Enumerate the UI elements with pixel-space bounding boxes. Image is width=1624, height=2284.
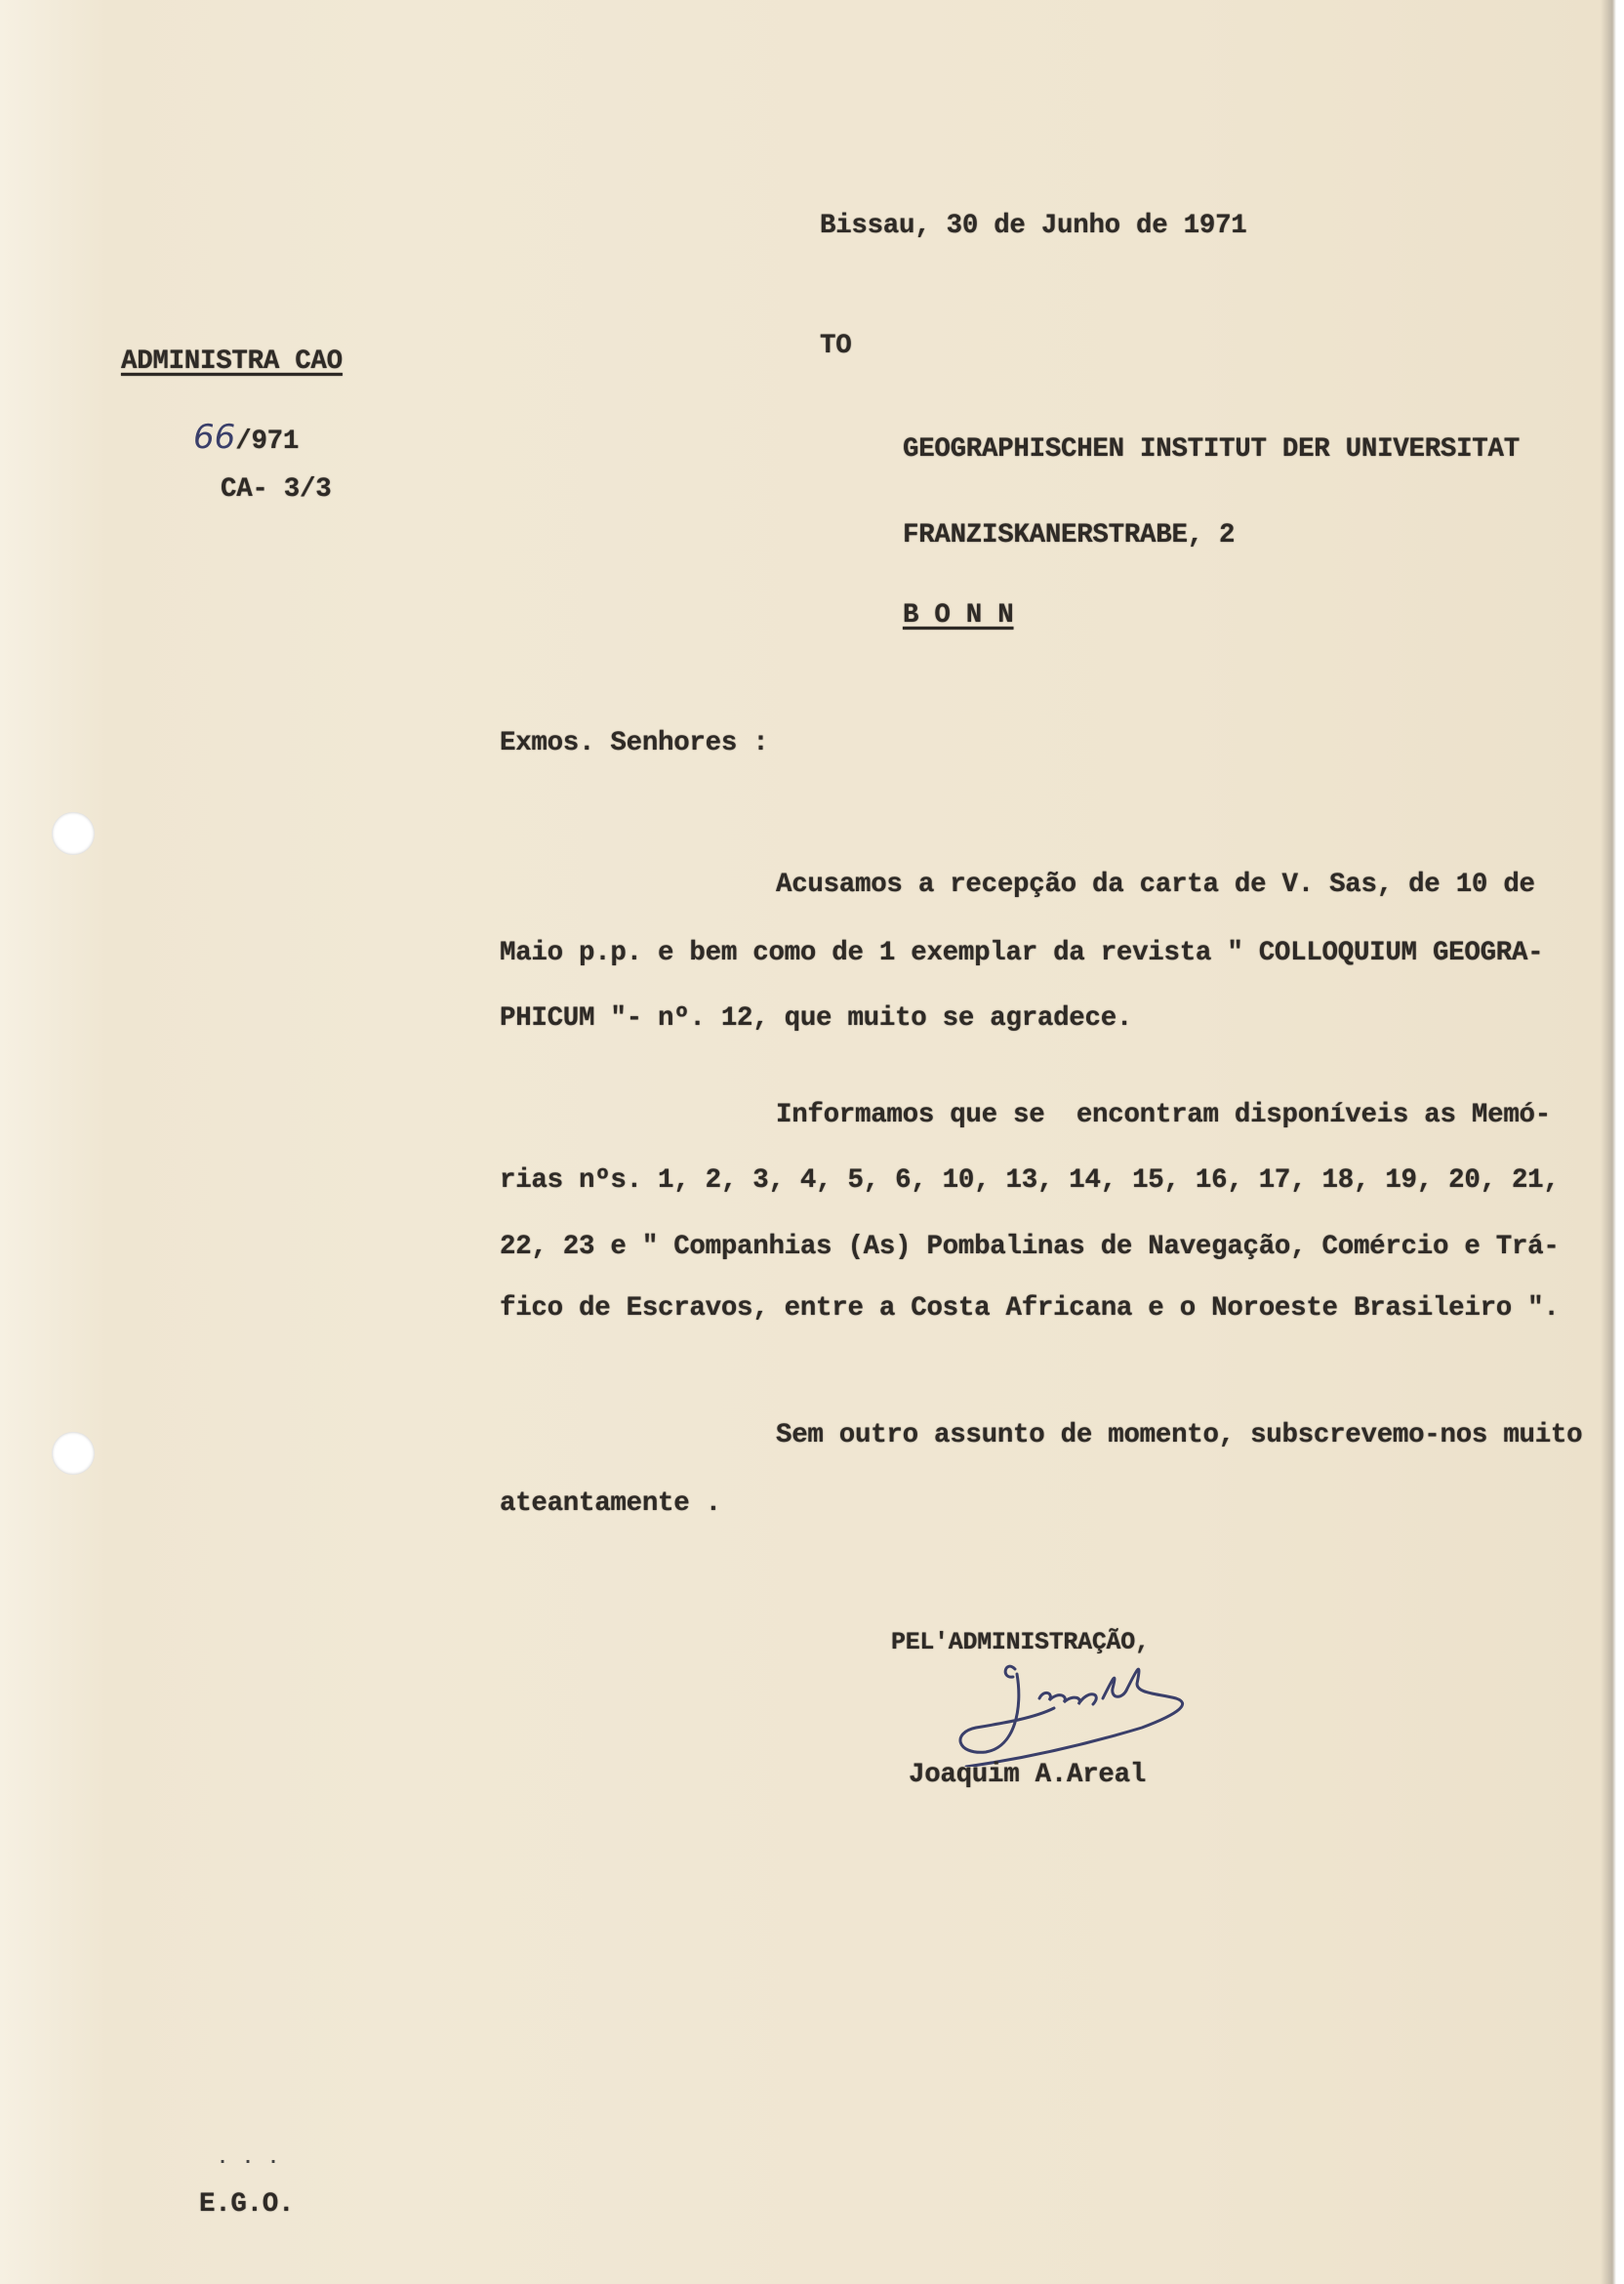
to-label: TO — [820, 331, 852, 361]
closing: PEL'ADMINISTRAÇÃO, — [891, 1628, 1150, 1656]
body-line: Sem outro assunto de momento, subscrevemo-nos muito — [776, 1420, 1583, 1450]
footer-dots: ... — [217, 2147, 294, 2170]
body-line: rias nºs. 1, 2, 3, 4, 5, 6, 10, 13, 14, 15, 16, 17, 18, 19, 20, 21, — [500, 1165, 1560, 1196]
body-line: Acusamos a recepção da carta de V. Sas, de 10 de — [776, 870, 1535, 900]
reference-number — [193, 418, 299, 457]
body-line: ateantamente . — [500, 1489, 721, 1519]
signature — [947, 1640, 1230, 1767]
recipient-line-1: GEOGRAPHISCHEN INSTITUT DER UNIVERSITAT — [903, 434, 1520, 465]
punch-hole — [52, 812, 95, 855]
body-line: Maio p.p. e bem como de 1 exemplar da revista " COLLOQUIUM GEOGRA- — [500, 938, 1544, 968]
recipient-line-2: FRANZISKANERSTRABE, 2 — [903, 520, 1236, 551]
body-line: PHICUM "- nº. 12, que muito se agradece. — [500, 1003, 1133, 1034]
body-line: fico de Escravos, entre a Costa Africana e o Noroeste Brasileiro ". — [500, 1293, 1560, 1324]
signatory-name: Joaquim A.Areal — [909, 1760, 1147, 1790]
place-date: Bissau, 30 de Junho de 1971 — [820, 211, 1247, 241]
punch-hole — [52, 1432, 95, 1475]
recipient-city: B O N N — [903, 600, 1014, 631]
salutation: Exmos. Senhores : — [500, 728, 769, 758]
body-line: 22, 23 e " Companhias (As) Pombalinas de Navegação, Comércio e Trá- — [500, 1232, 1560, 1262]
typist-initials: E.G.O. — [199, 2189, 295, 2220]
body-line: Informamos que se encontram disponíveis as Memó- — [776, 1100, 1551, 1130]
file-code: CA- 3/3 — [221, 474, 332, 505]
department-heading: ADMINISTRA CAO — [121, 347, 343, 377]
reference-handwritten: 66 — [193, 418, 236, 457]
reference-typed: /971 — [235, 427, 300, 457]
